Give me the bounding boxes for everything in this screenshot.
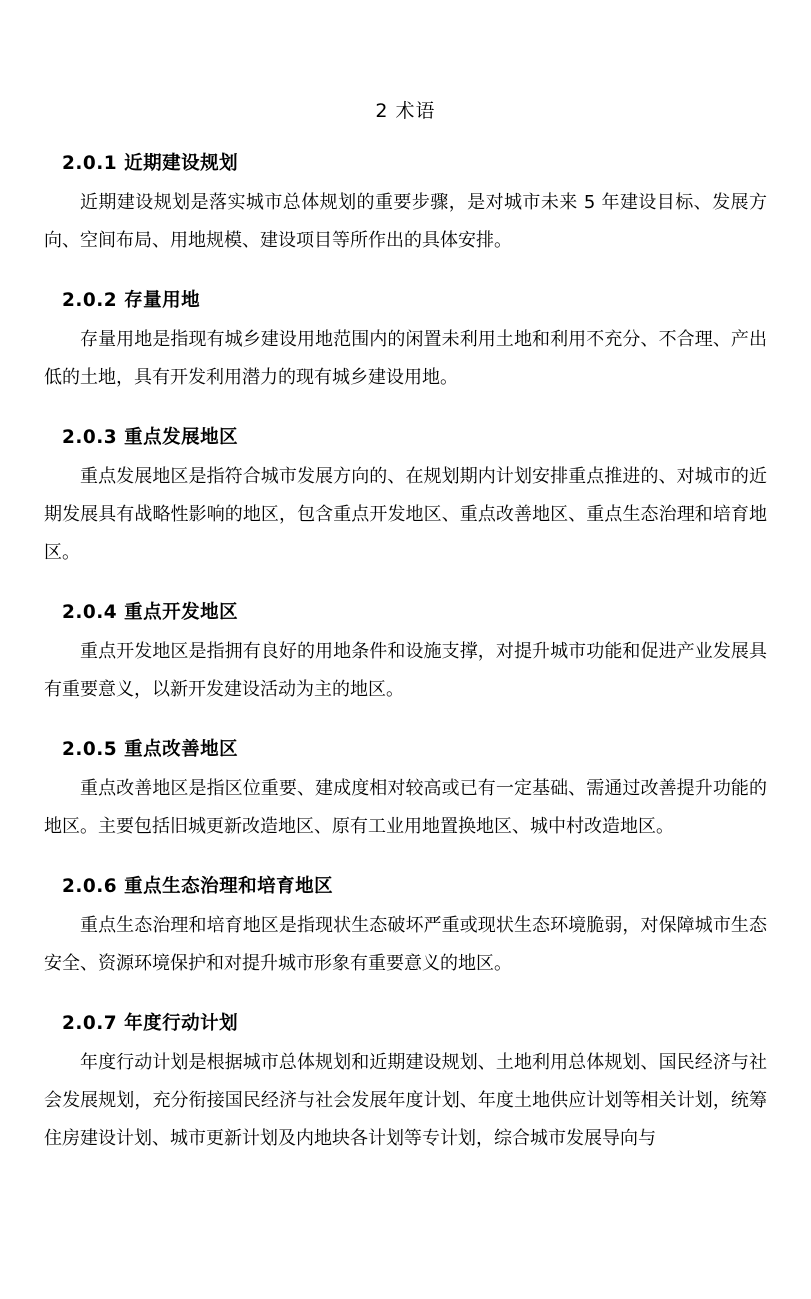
section-heading-2-0-6: 2.0.6 重点生态治理和培育地区 xyxy=(62,876,334,897)
document-content xyxy=(0,123,811,1158)
section-heading-2-0-5: 2.0.5 重点改善地区 xyxy=(62,739,239,760)
section-heading-2-0-3: 2.0.3 重点发展地区 xyxy=(62,427,239,448)
section-block xyxy=(44,846,767,983)
section-block xyxy=(44,572,767,709)
section-block xyxy=(44,983,767,1158)
section-body-2-0-2: 存量用地是指现有城乡建设用地范围内的闲置未利用土地和利用不充分、不合理、产出低的土地，具有开发利用潜力的现有城乡建设用地。 xyxy=(44,329,767,388)
section-heading-2-0-1: 2.0.1 近期建设规划 xyxy=(62,153,239,174)
section-block xyxy=(44,260,767,397)
section-block xyxy=(44,709,767,846)
section-body-2-0-3: 重点发展地区是指符合城市发展方向的、在规划期内计划安排重点推进的、对城市的近期发展具有战略性影响的地区，包含重点开发地区、重点改善地区、重点生态治理和培育地区。 xyxy=(44,466,767,563)
section-body-2-0-5: 重点改善地区是指区位重要、建成度相对较高或已有一定基础、需通过改善提升功能的地区。主要包括旧城更新改造地区、原有工业用地置换地区、城中村改造地区。 xyxy=(44,778,767,837)
section-body-2-0-6: 重点生态治理和培育地区是指现状生态破坏严重或现状生态环境脆弱，对保障城市生态安全、资源环境保护和对提升城市形象有重要意义的地区。 xyxy=(44,915,767,974)
section-body-2-0-4: 重点开发地区是指拥有良好的用地条件和设施支撑，对提升城市功能和促进产业发展具有重要意义，以新开发建设活动为主的地区。 xyxy=(44,641,767,700)
section-block xyxy=(44,123,767,260)
section-heading-2-0-2: 2.0.2 存量用地 xyxy=(62,290,201,311)
section-block xyxy=(44,397,767,572)
section-heading-2-0-7: 2.0.7 年度行动计划 xyxy=(62,1013,239,1034)
section-heading-2-0-4: 2.0.4 重点开发地区 xyxy=(62,602,239,623)
section-body-2-0-1: 近期建设规划是落实城市总体规划的重要步骤，是对城市未来 5 年建设目标、发展方向、空间布局、用地规模、建设项目等所作出的具体安排。 xyxy=(44,192,767,251)
page-title: 2 术语 xyxy=(375,100,436,122)
section-body-2-0-7: 年度行动计划是根据城市总体规划和近期建设规划、土地利用总体规划、国民经济与社会发展规划，充分衔接国民经济与社会发展年度计划、年度土地供应计划等相关计划，统筹住房建设计划、城市更新计划及内地块各计划等专计划，综合城市发展导向与 xyxy=(44,1052,767,1149)
